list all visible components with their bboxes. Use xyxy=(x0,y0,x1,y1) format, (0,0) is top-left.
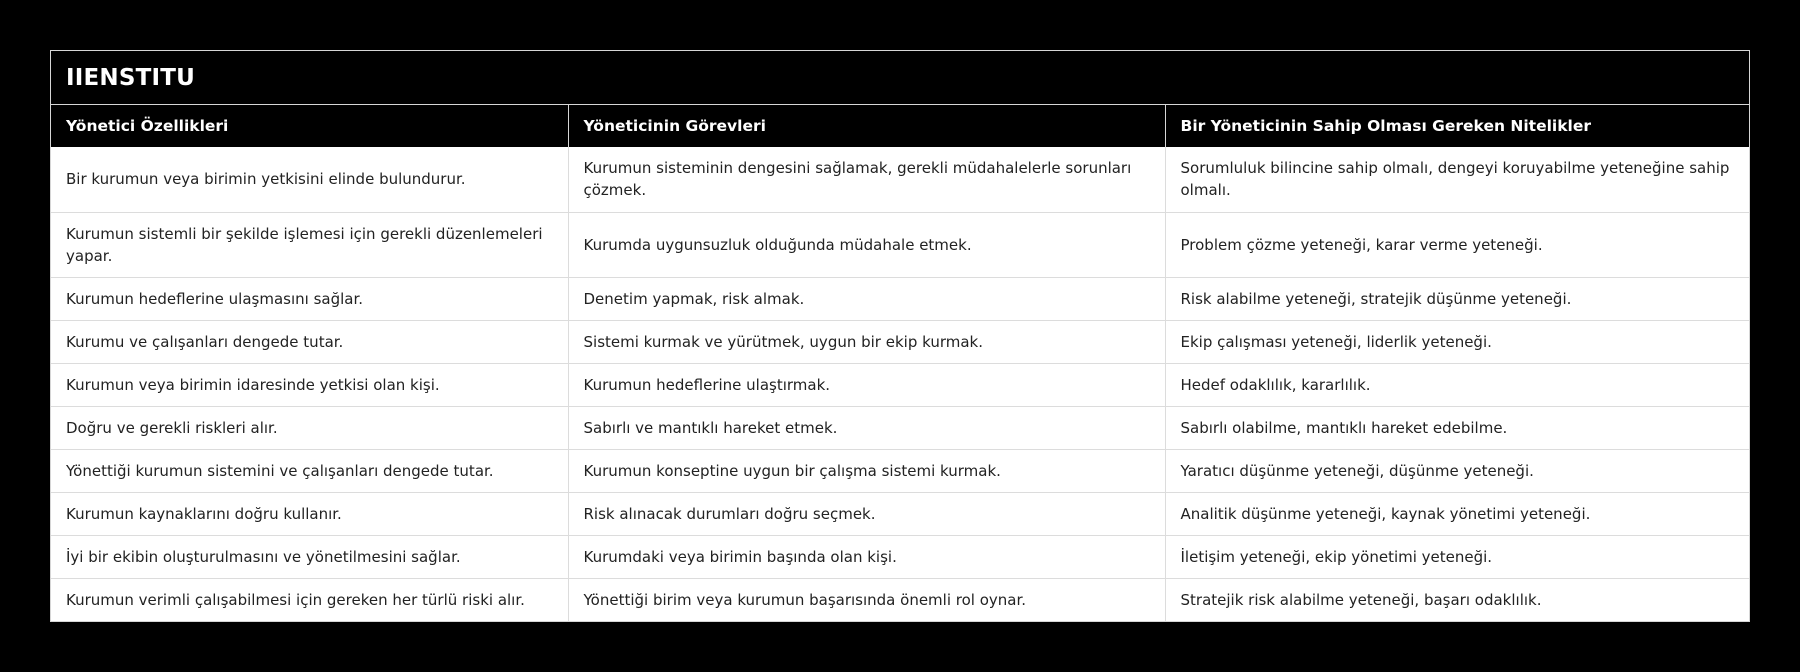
table-cell: Risk alınacak durumları doğru seçmek. xyxy=(568,492,1165,535)
table-row xyxy=(51,535,1749,578)
table-cell: Analitik düşünme yeteneği, kaynak yönetimi yeteneği. xyxy=(1165,492,1749,535)
table-cell: Kurumu ve çalışanları dengede tutar. xyxy=(51,320,568,363)
table-cell: Kurumun sisteminin dengesini sağlamak, gerekli müdahalelerle sorunları çözmek. xyxy=(568,147,1165,212)
table-cell: Denetim yapmak, risk almak. xyxy=(568,277,1165,320)
table-cell: Kurumun konseptine uygun bir çalışma sistemi kurmak. xyxy=(568,449,1165,492)
table-cell: Kurumun sistemli bir şekilde işlemesi için gerekli düzenlemeleri yapar. xyxy=(51,212,568,277)
table-row xyxy=(51,147,1749,212)
table-cell: Problem çözme yeteneği, karar verme yeteneği. xyxy=(1165,212,1749,277)
column-header-manager-traits: Yönetici Özellikleri xyxy=(51,105,568,147)
table-row xyxy=(51,212,1749,277)
table-cell: Kurumdaki veya birimin başında olan kişi. xyxy=(568,535,1165,578)
table-row xyxy=(51,277,1749,320)
table-cell: Kurumun kaynaklarını doğru kullanır. xyxy=(51,492,568,535)
table-cell: Bir kurumun veya birimin yetkisini elinde bulundurur. xyxy=(51,147,568,212)
table-cell: Kurumun hedeflerine ulaşmasını sağlar. xyxy=(51,277,568,320)
table-cell: Stratejik risk alabilme yeteneği, başarı odaklılık. xyxy=(1165,578,1749,621)
table-row xyxy=(51,578,1749,621)
header-row xyxy=(51,105,1749,147)
table-cell: Sabırlı ve mantıklı hareket etmek. xyxy=(568,406,1165,449)
table-container xyxy=(50,50,1750,622)
table-row xyxy=(51,406,1749,449)
table-cell: Kurumun verimli çalışabilmesi için gereken her türlü riski alır. xyxy=(51,578,568,621)
table-cell: Sabırlı olabilme, mantıklı hareket edebilme. xyxy=(1165,406,1749,449)
table-cell: Hedef odaklılık, kararlılık. xyxy=(1165,363,1749,406)
table-cell: İyi bir ekibin oluşturulmasını ve yönetilmesini sağlar. xyxy=(51,535,568,578)
table-cell: Yönettiği kurumun sistemini ve çalışanları dengede tutar. xyxy=(51,449,568,492)
table-row xyxy=(51,320,1749,363)
column-header-manager-duties: Yöneticinin Görevleri xyxy=(568,105,1165,147)
table-cell: Doğru ve gerekli riskleri alır. xyxy=(51,406,568,449)
column-header-required-qualities: Bir Yöneticinin Sahip Olması Gereken Nitelikler xyxy=(1165,105,1749,147)
data-table xyxy=(51,105,1749,621)
table-cell: Ekip çalışması yeteneği, liderlik yeteneği. xyxy=(1165,320,1749,363)
table-row xyxy=(51,363,1749,406)
table-cell: Yönettiği birim veya kurumun başarısında önemli rol oynar. xyxy=(568,578,1165,621)
table-cell: Kurumun hedeflerine ulaştırmak. xyxy=(568,363,1165,406)
table-cell: Kurumda uygunsuzluk olduğunda müdahale etmek. xyxy=(568,212,1165,277)
table-cell: Sistemi kurmak ve yürütmek, uygun bir ekip kurmak. xyxy=(568,320,1165,363)
table-cell: Yaratıcı düşünme yeteneği, düşünme yeteneği. xyxy=(1165,449,1749,492)
table-title: IIENSTITU xyxy=(51,51,1749,105)
table-cell: Sorumluluk bilincine sahip olmalı, dengeyi koruyabilme yeteneğine sahip olmalı. xyxy=(1165,147,1749,212)
table-row xyxy=(51,449,1749,492)
table-row xyxy=(51,492,1749,535)
table-cell: Risk alabilme yeteneği, stratejik düşünme yeteneği. xyxy=(1165,277,1749,320)
table-cell: İletişim yeteneği, ekip yönetimi yeteneği. xyxy=(1165,535,1749,578)
table-cell: Kurumun veya birimin idaresinde yetkisi olan kişi. xyxy=(51,363,568,406)
